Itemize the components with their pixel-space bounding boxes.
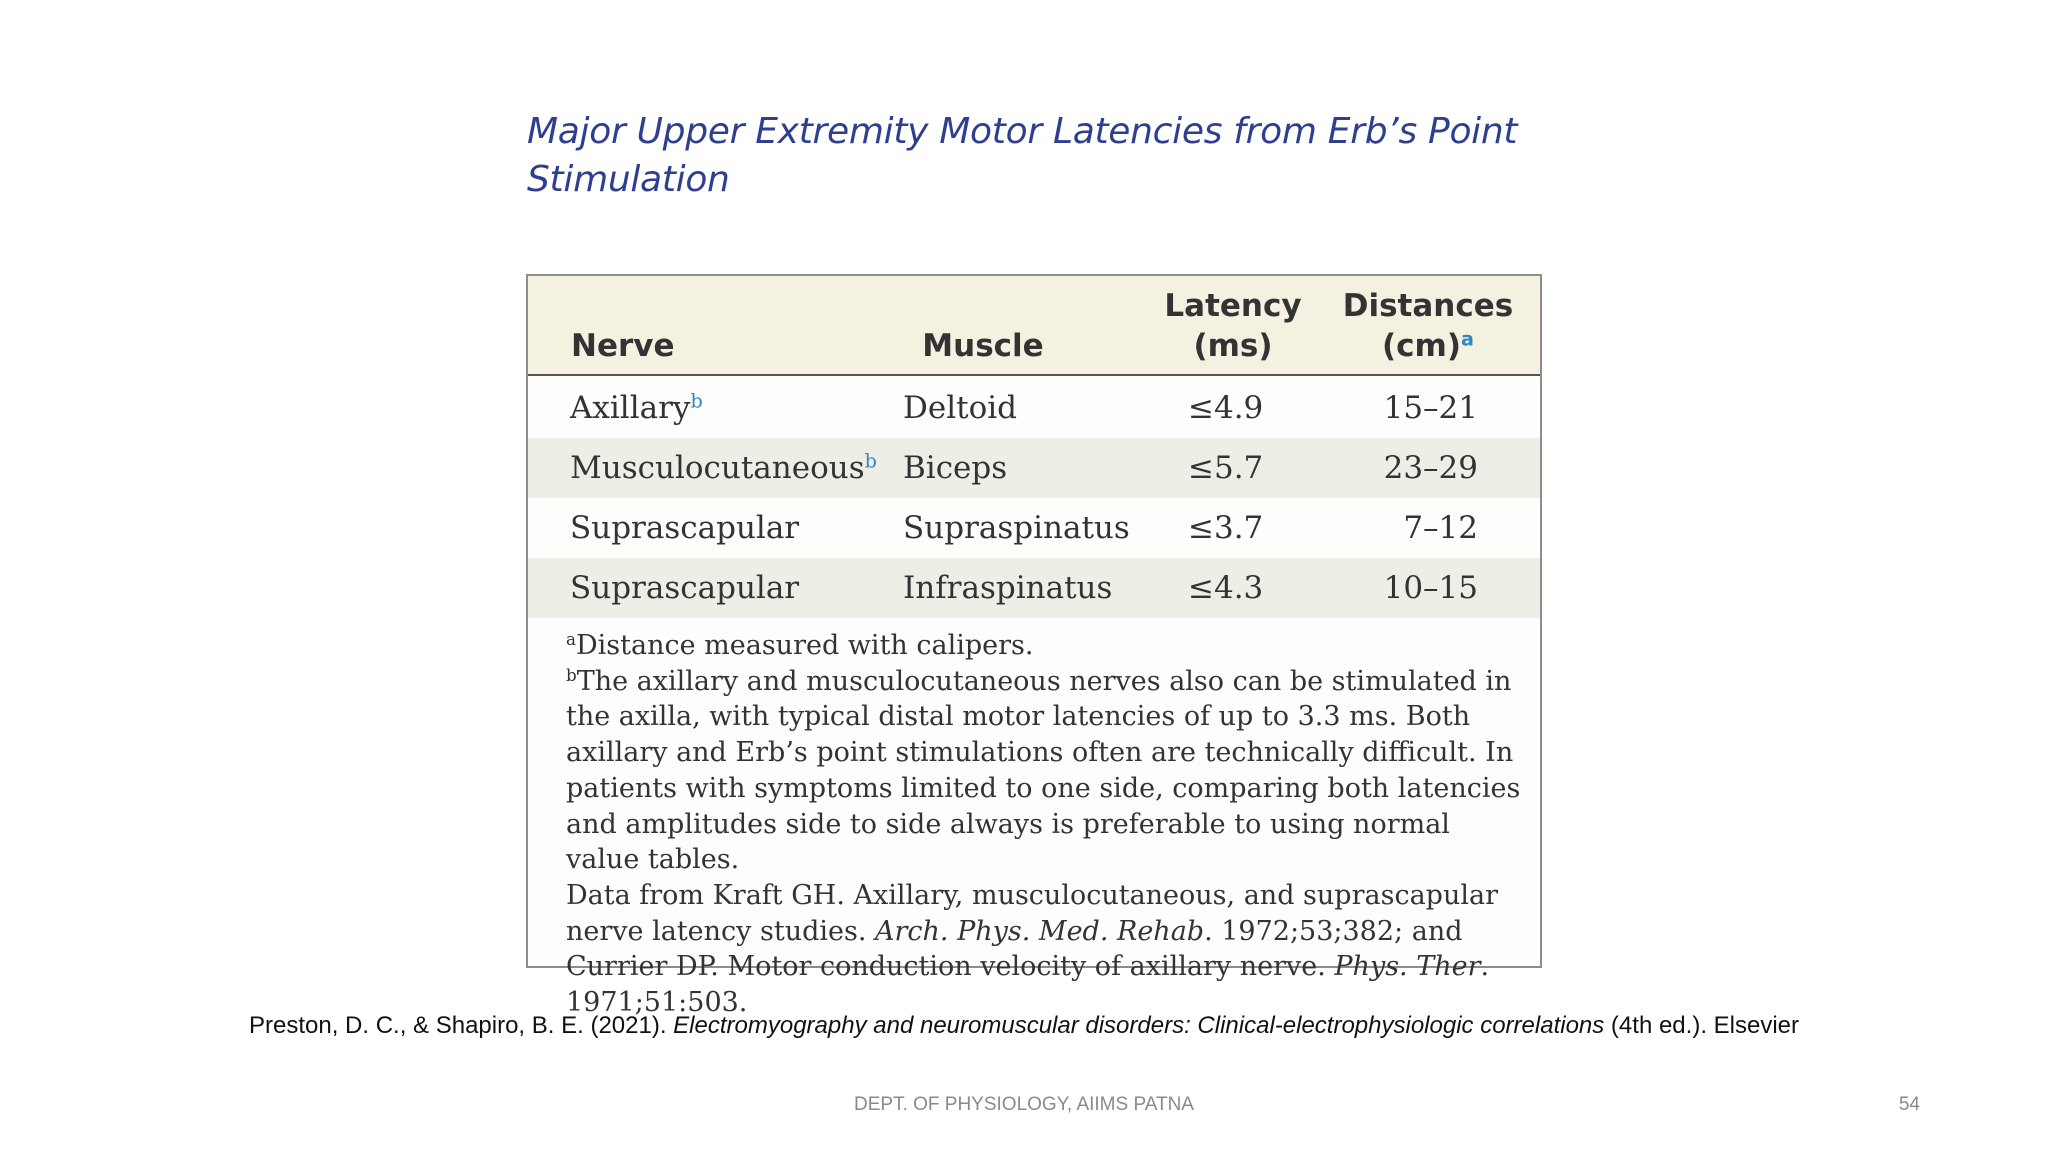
cell-distance: 23–29: [1383, 450, 1478, 486]
citation-authors: Preston, D. C., & Shapiro, B. E. (2021).: [248, 1012, 674, 1039]
citation-book-title: Electromyography and neuromuscular disorders: Clinical-electrophysiologic correlations: [673, 1012, 1605, 1039]
page-number: 54: [1898, 1094, 1920, 1115]
cell-muscle: Biceps: [903, 450, 1008, 486]
cell-latency: ≤3.7: [1188, 510, 1264, 546]
cell-muscle: Infraspinatus: [903, 570, 1113, 606]
reference-citation: [0, 1012, 2048, 1040]
footnote-a-marker: a: [1461, 327, 1474, 351]
cell-nerve: Suprascapular: [570, 510, 800, 546]
source-journal-2: Phys. Ther: [1334, 951, 1481, 983]
cell-latency: ≤4.3: [1188, 570, 1264, 606]
cell-latency: ≤5.7: [1188, 450, 1264, 486]
source-text-1: Data from Kraft GH. Axillary, musculocutaneous, and suprascapular nerve latency studies.: [566, 879, 1498, 947]
latency-table: [526, 274, 1542, 1019]
footnote-b-label: b: [566, 664, 577, 685]
footnote-a-text: Distance measured with calipers.: [575, 630, 1034, 661]
table-row: [528, 378, 1540, 438]
cell-nerve: Suprascapular: [570, 570, 800, 606]
footnote-b: [566, 664, 1526, 878]
cell-nerve: [570, 378, 703, 438]
source-journal-1: Arch. Phys. Med. Rehab: [875, 915, 1205, 947]
header-latency-line2: (ms): [1193, 328, 1273, 364]
cell-latency: ≤4.9: [1188, 390, 1264, 426]
footnote-b-marker: b: [864, 449, 877, 473]
table-row: [528, 558, 1540, 618]
header-muscle: Muscle: [922, 328, 1044, 364]
cell-distance: 7–12: [1403, 510, 1478, 546]
cell-muscle: Deltoid: [903, 390, 1017, 426]
table-row: [528, 438, 1540, 498]
table-row: [528, 498, 1540, 558]
header-distance-unit: (cm): [1382, 328, 1462, 364]
footnote-a: [566, 628, 1526, 664]
cell-muscle: Supraspinatus: [903, 510, 1130, 546]
header-latency-line1: Latency: [1164, 288, 1302, 324]
header-nerve: Nerve: [571, 328, 675, 364]
header-distance: [1328, 286, 1528, 366]
header-distance-line2: [1328, 326, 1528, 366]
source-text-2: . 1972;53;382; and Currier DP. Motor conduction velocity of axillary nerve.: [566, 915, 1463, 983]
cell-nerve: [570, 438, 877, 498]
nerve-name: Musculocutaneous: [570, 450, 865, 486]
cell-distance: 15–21: [1383, 390, 1478, 426]
table-header: [528, 276, 1540, 376]
footnote-a-label: a: [566, 628, 576, 649]
source-text-3: . 1971;51:503.: [566, 951, 1490, 1019]
footnote-b-marker: b: [690, 389, 703, 413]
citation-edition: (4th ed.). Elsevier: [1604, 1012, 1800, 1039]
slide-footer: DEPT. OF PHYSIOLOGY, AIIMS PATNA: [854, 1094, 1194, 1115]
slide-title: Major Upper Extremity Motor Latencies from Erb’s Point Stimulation: [527, 111, 1518, 200]
source-note: [566, 878, 1526, 1021]
header-distance-line1: Distances: [1342, 288, 1514, 324]
footnote-b-text: The axillary and musculocutaneous nerves also can be stimulated in the axilla, with typical distal motor latencies of up to 3.3 ms. Both axillary and Erb’s point stimulations often are technically difficult. In patients with symptoms limited to one side, comparing both latencies and amplitudes side to side always is preferable to using normal value tables.: [566, 665, 1521, 876]
header-latency: [1148, 286, 1318, 366]
cell-distance: 10–15: [1383, 570, 1478, 606]
table-footnotes: [566, 628, 1526, 1021]
nerve-name: Axillary: [570, 390, 691, 426]
